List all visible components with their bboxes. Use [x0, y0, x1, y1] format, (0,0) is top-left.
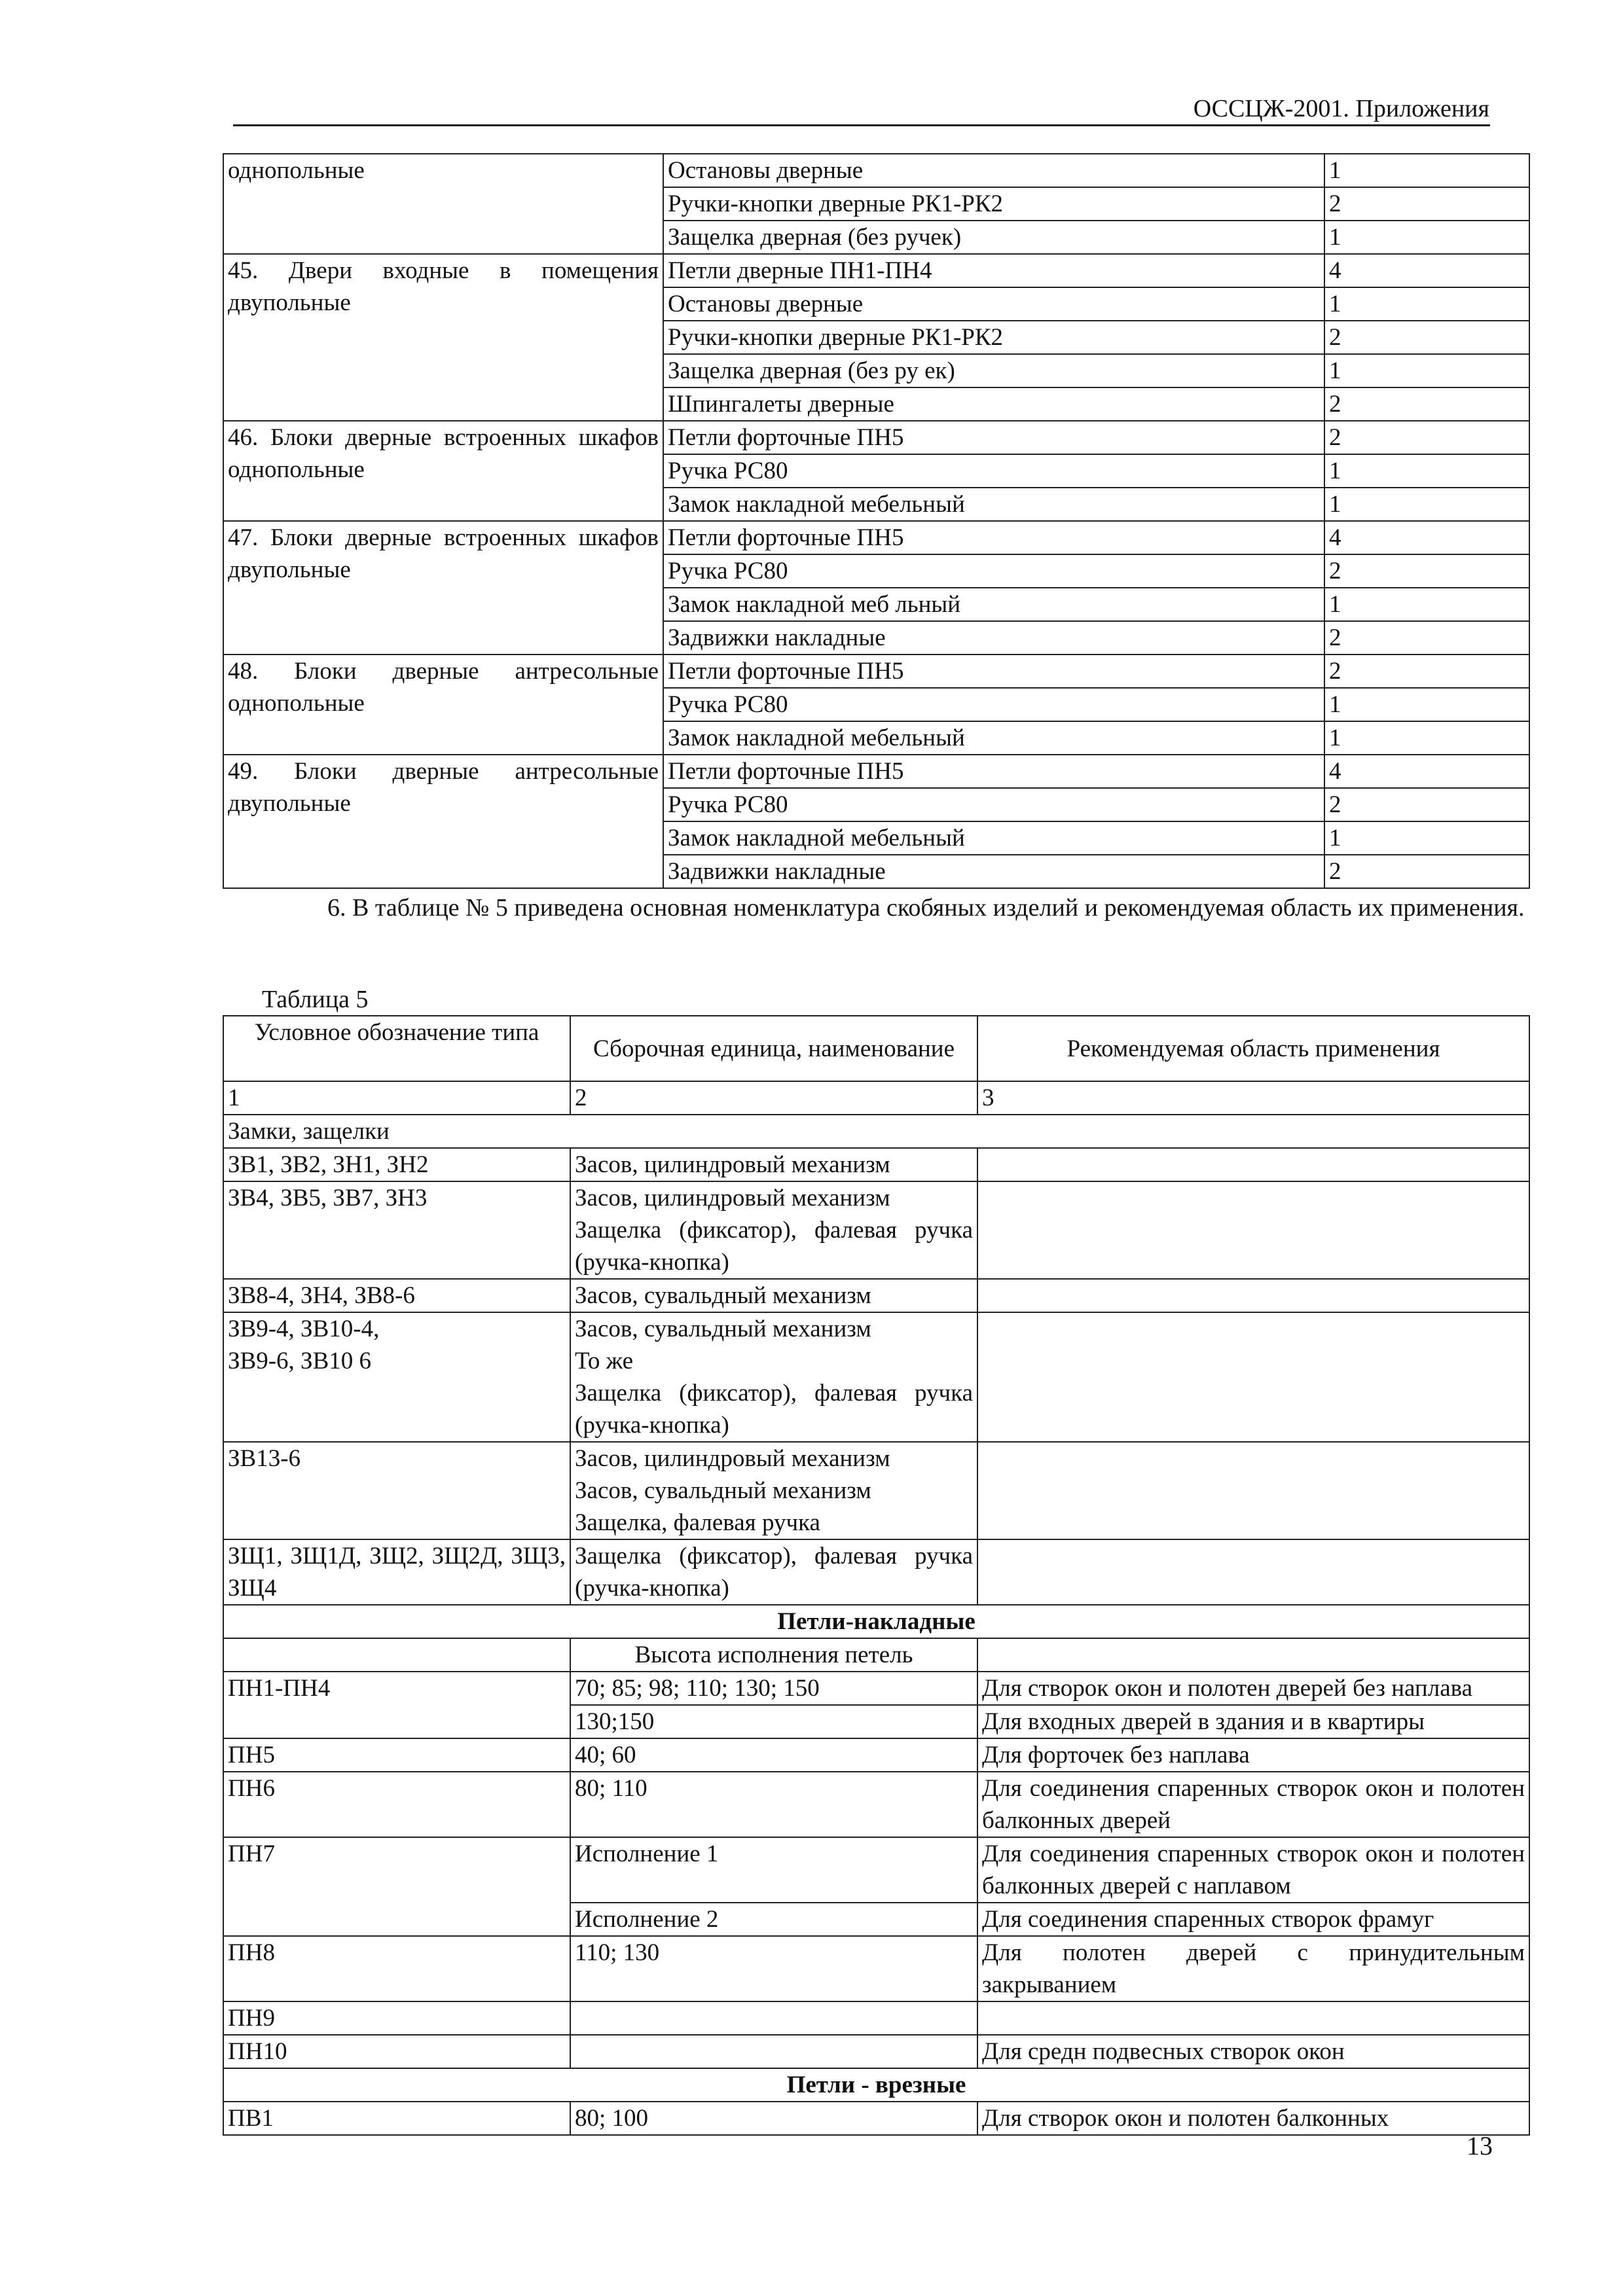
- col-number-2: 2: [570, 1081, 977, 1115]
- col-number-1: 1: [223, 1081, 570, 1115]
- fitting-name: Петли форточные ПН5: [663, 521, 1324, 554]
- fitting-qty: 2: [1324, 788, 1529, 821]
- product-label: однопольные: [223, 154, 663, 254]
- type-cell: ПН9: [223, 2001, 570, 2035]
- height-subheader: Высота исполнения петель: [570, 1638, 977, 1672]
- fitting-name: Замок накладной мебельный: [663, 488, 1324, 521]
- col-header-unit: Сборочная единица, наименование: [570, 1016, 977, 1081]
- type-cell: ПН1-ПН4: [223, 1672, 570, 1738]
- use-cell: [977, 2001, 1529, 2035]
- fitting-name: Остановы дверные: [663, 287, 1324, 321]
- product-label: 49. Блоки дверные антресольные двупольные: [223, 755, 663, 888]
- fitting-name: Ручка РС80: [663, 688, 1324, 721]
- fitting-name: Ручка РС80: [663, 554, 1324, 588]
- fittings-table-continued: [223, 153, 1530, 889]
- unit-cell: Засов, сувальдный механизм То же Защелка (фиксатор), фалевая ручка (ручка-кнопка): [570, 1312, 977, 1442]
- type-cell: ЗВ4, ЗВ5, ЗВ7, ЗН3: [223, 1181, 570, 1279]
- fitting-qty: 2: [1324, 387, 1529, 421]
- use-cell: Для форточек без наплава: [977, 1738, 1529, 1772]
- use-cell: [977, 1312, 1529, 1442]
- type-cell: ПН6: [223, 1772, 570, 1837]
- table-5-row: [223, 1312, 1529, 1442]
- unit-cell: [570, 2001, 977, 2035]
- table-5-row: [223, 1936, 1529, 2001]
- type-cell: ЗЩ1, ЗЩ1Д, ЗЩ2, ЗЩ2Д, ЗЩ3, ЗЩ4: [223, 1539, 570, 1605]
- fitting-name: Замок накладной мебельный: [663, 821, 1324, 855]
- unit-cell: Засов, цилиндровый механизм Засов, сувальдный механизм Защелка, фалевая ручка: [570, 1442, 977, 1539]
- table-5-row: [223, 1837, 1529, 1903]
- table-5-row: [223, 2102, 1529, 2135]
- table-5-row: [223, 1442, 1529, 1539]
- type-cell: ЗВ1, ЗВ2, ЗН1, ЗН2: [223, 1148, 570, 1181]
- fitting-qty: 1: [1324, 287, 1529, 321]
- fitting-qty: 4: [1324, 755, 1529, 788]
- fitting-name: Петли форточные ПН5: [663, 655, 1324, 688]
- col-number-3: 3: [977, 1081, 1529, 1115]
- fitting-qty: 1: [1324, 488, 1529, 521]
- table-5: [223, 1015, 1530, 2136]
- type-cell: ЗВ13-6: [223, 1442, 570, 1539]
- col-header-use: Рекомендуемая область применения: [977, 1016, 1529, 1081]
- product-label: 48. Блоки дверные антресольные однопольные: [223, 655, 663, 755]
- fitting-name: Замок накладной мебельный: [663, 721, 1324, 755]
- fitting-qty: 1: [1324, 588, 1529, 621]
- section-locks: Замки, защелки: [223, 1115, 1529, 1148]
- unit-cell: Исполнение 2: [570, 1903, 977, 1936]
- fitting-qty: 1: [1324, 154, 1529, 187]
- empty-cell: [223, 1638, 570, 1672]
- table-5-caption: Таблица 5: [262, 986, 369, 1013]
- type-cell: ЗВ8-4, ЗН4, ЗВ8-6: [223, 1279, 570, 1312]
- table-5-row: [223, 2001, 1529, 2035]
- product-label: 47. Блоки дверные встроенных шкафов двупольные: [223, 521, 663, 655]
- unit-cell: Защелка (фиксатор), фалевая ручка (ручка-кнопка): [570, 1539, 977, 1605]
- fitting-name: Ручка РС80: [663, 788, 1324, 821]
- section-overlay-hinges-row: [223, 1605, 1529, 1638]
- fitting-qty: 4: [1324, 254, 1529, 287]
- unit-cell: 130;150: [570, 1705, 977, 1738]
- section-mortise-hinges: Петли - врезные: [223, 2068, 1529, 2102]
- fitting-name: Петли дверные ПН1-ПН4: [663, 254, 1324, 287]
- type-cell: ПН5: [223, 1738, 570, 1772]
- use-cell: [977, 1181, 1529, 1279]
- fittings-table-body: [223, 154, 1529, 888]
- unit-cell: 40; 60: [570, 1738, 977, 1772]
- fitting-name: Ручки-кнопки дверные РК1-РК2: [663, 187, 1324, 221]
- section-row-locks: [223, 1115, 1529, 1148]
- type-cell: ПН10: [223, 2035, 570, 2068]
- unit-cell: 80; 110: [570, 1772, 977, 1837]
- product-label: 45. Двери входные в помещения двупольные: [223, 254, 663, 421]
- fitting-qty: 1: [1324, 688, 1529, 721]
- fitting-name: Замок накладной меб льный: [663, 588, 1324, 621]
- unit-cell: Засов, цилиндровый механизм: [570, 1148, 977, 1181]
- type-cell: ЗВ9-4, ЗВ10-4, ЗВ9-6, ЗВ10 6: [223, 1312, 570, 1442]
- fitting-name: Задвижки накладные: [663, 621, 1324, 655]
- use-cell: [977, 1442, 1529, 1539]
- fittings-row: [223, 154, 1529, 187]
- table-5-header-row: [223, 1016, 1529, 1081]
- fitting-name: Ручка РС80: [663, 454, 1324, 488]
- table-5-row: [223, 1539, 1529, 1605]
- section-overlay-hinges: Петли-накладные: [223, 1605, 1529, 1638]
- section-mortise-hinges-row: [223, 2068, 1529, 2102]
- table-5-number-row: [223, 1081, 1529, 1115]
- unit-cell: 110; 130: [570, 1936, 977, 2001]
- table-5-row: [223, 1181, 1529, 1279]
- fitting-name: Ручки-кнопки дверные РК1-РК2: [663, 321, 1324, 354]
- type-cell: ПВ1: [223, 2102, 570, 2135]
- fittings-row: [223, 655, 1529, 688]
- empty-cell: [977, 1638, 1529, 1672]
- height-subheader-row: [223, 1638, 1529, 1672]
- table-5-row: [223, 1279, 1529, 1312]
- fitting-qty: 1: [1324, 721, 1529, 755]
- table-5-row: [223, 1772, 1529, 1837]
- unit-cell: [570, 2035, 977, 2068]
- fitting-name: Задвижки накладные: [663, 855, 1324, 888]
- fittings-row: [223, 254, 1529, 287]
- fitting-qty: 2: [1324, 621, 1529, 655]
- use-cell: [977, 1279, 1529, 1312]
- use-cell: Для полотен дверей с принудительным закрыванием: [977, 1936, 1529, 2001]
- col-header-type: Условное обозначение типа: [223, 1016, 570, 1081]
- fitting-qty: 2: [1324, 655, 1529, 688]
- use-cell: Для средн подвесных створок окон: [977, 2035, 1529, 2068]
- fittings-row: [223, 521, 1529, 554]
- unit-cell: Засов, сувальдный механизм: [570, 1279, 977, 1312]
- use-cell: Для входных дверей в здания и в квартиры: [977, 1705, 1529, 1738]
- unit-cell: 70; 85; 98; 110; 130; 150: [570, 1672, 977, 1705]
- fitting-name: Петли форточные ПН5: [663, 421, 1324, 454]
- use-cell: Для створок окон и полотен дверей без наплава: [977, 1672, 1529, 1705]
- fitting-name: Шпингалеты дверные: [663, 387, 1324, 421]
- fitting-name: Защелка дверная (без ручек): [663, 221, 1324, 254]
- fittings-row: [223, 755, 1529, 788]
- fitting-name: Защелка дверная (без ру ек): [663, 354, 1324, 387]
- fitting-qty: 2: [1324, 855, 1529, 888]
- use-cell: [977, 1148, 1529, 1181]
- fitting-qty: 2: [1324, 421, 1529, 454]
- paragraph-6: 6. В таблице № 5 приведена основная номенклатура скобяных изделий и рекомендуемая область их применения.: [327, 894, 1525, 922]
- table-5-row: [223, 1148, 1529, 1181]
- type-cell: ПН8: [223, 1936, 570, 2001]
- table-5-row: [223, 1738, 1529, 1772]
- running-header: ОССЦЖ-2001. Приложения: [1193, 95, 1489, 122]
- fitting-name: Петли форточные ПН5: [663, 755, 1324, 788]
- type-cell: ПН7: [223, 1837, 570, 1936]
- fitting-qty: 2: [1324, 321, 1529, 354]
- use-cell: Для створок окон и полотен балконных: [977, 2102, 1529, 2135]
- fitting-qty: 1: [1324, 454, 1529, 488]
- table-5-row: [223, 2035, 1529, 2068]
- table-5-row: [223, 1672, 1529, 1705]
- fitting-qty: 4: [1324, 521, 1529, 554]
- fitting-qty: 1: [1324, 354, 1529, 387]
- fittings-row: [223, 421, 1529, 454]
- use-cell: [977, 1539, 1529, 1605]
- unit-cell: Засов, цилиндровый механизм Защелка (фиксатор), фалевая ручка (ручка-кнопка): [570, 1181, 977, 1279]
- unit-cell: 80; 100: [570, 2102, 977, 2135]
- product-label: 46. Блоки дверные встроенных шкафов однопольные: [223, 421, 663, 521]
- use-cell: Для соединения спаренных створок окон и полотен балконных дверей: [977, 1772, 1529, 1837]
- fitting-qty: 1: [1324, 221, 1529, 254]
- header-rule: [233, 124, 1490, 126]
- table-5-body: [223, 1016, 1529, 2135]
- fitting-qty: 2: [1324, 187, 1529, 221]
- use-cell: Для соединения спаренных створок фрамуг: [977, 1903, 1529, 1936]
- unit-cell: Исполнение 1: [570, 1837, 977, 1903]
- fitting-qty: 2: [1324, 554, 1529, 588]
- fitting-qty: 1: [1324, 821, 1529, 855]
- use-cell: Для соединения спаренных створок окон и полотен балконных дверей с наплавом: [977, 1837, 1529, 1903]
- page-number: 13: [1467, 2131, 1493, 2161]
- fitting-name: Остановы дверные: [663, 154, 1324, 187]
